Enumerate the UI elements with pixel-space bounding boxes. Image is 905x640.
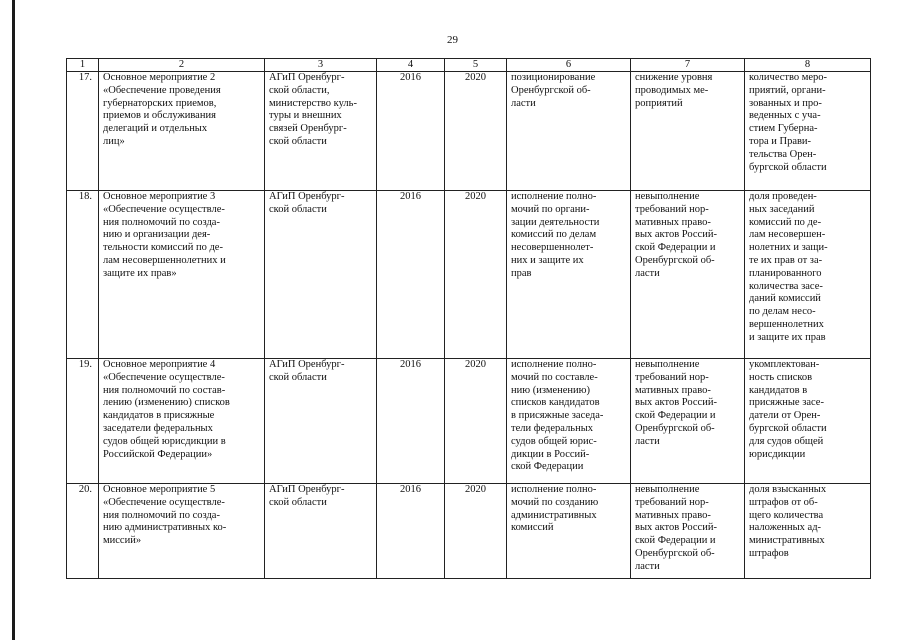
table-row [67,191,871,359]
expected-result-cell: исполнение полно- мочий по составле- нию (изменению) списков кандидатов в присяжные заседа- тели федеральных судов общей юрис- дикции в Россий- ской Федерации [507,359,631,484]
start-year-cell: 2016 [377,359,445,484]
row-number-cell: 19. [67,359,99,484]
expected-result-cell: исполнение полно- мочий по органи- зации деятельности комиссий по делам несовершеннолет- них и защите их прав [507,191,631,359]
column-header: 6 [507,59,631,72]
scan-edge-bar [12,0,15,640]
indicator-cell: количество меро- приятий, органи- зованных и про- веденных с уча- стием Губерна- тора и Прави- тельства Орен- бургской области [745,72,871,191]
end-year-cell: 2020 [445,359,507,484]
expected-result-cell: исполнение полно- мочий по созданию административных комиссий [507,484,631,579]
table-row [67,359,871,484]
consequence-cell: снижение уровня проводимых ме- роприятий [631,72,745,191]
table-header-row [67,59,871,72]
event-name-cell: Основное мероприятие 5 «Обеспечение осуществле- ния полномочий по созда- нию административных ко- миссий» [99,484,265,579]
indicator-cell: доля проведен- ных заседаний комиссий по де- лам несовершен- нолетних и защи- те их прав от за- планированного количества засе- даний комиссий по делам несо- вершеннолетних и защите их прав [745,191,871,359]
page-number: 29 [447,34,458,46]
consequence-cell: невыполнение требований нор- мативных право- вых актов Россий- ской Федерации и Оренбургской об- ласти [631,359,745,484]
indicator-cell: доля взысканных штрафов от об- щего количества наложенных ад- министративных штрафов [745,484,871,579]
table-row [67,484,871,579]
indicator-cell: укомплектован- ность списков кандидатов в присяжные засе- датели от Орен- бургской области для судов общей юрисдикции [745,359,871,484]
end-year-cell: 2020 [445,72,507,191]
executor-cell: АГиП Оренбург- ской области [265,484,377,579]
executor-cell: АГиП Оренбург- ской области [265,191,377,359]
column-header: 3 [265,59,377,72]
end-year-cell: 2020 [445,484,507,579]
event-name-cell: Основное мероприятие 3 «Обеспечение осуществле- ния полномочий по созда- нию и организации дея- тельности комиссий по де- лам несовершеннолетних и защите их прав» [99,191,265,359]
start-year-cell: 2016 [377,72,445,191]
event-name-cell: Основное мероприятие 2 «Обеспечение проведения губернаторских приемов, приемов и обслуживания делегаций и отдельных лиц» [99,72,265,191]
column-header: 1 [67,59,99,72]
row-number-cell: 18. [67,191,99,359]
end-year-cell: 2020 [445,191,507,359]
start-year-cell: 2016 [377,191,445,359]
consequence-cell: невыполнение требований нор- мативных право- вых актов Россий- ской Федерации и Оренбургской об- ласти [631,191,745,359]
column-header: 5 [445,59,507,72]
start-year-cell: 2016 [377,484,445,579]
event-name-cell: Основное мероприятие 4 «Обеспечение осуществле- ния полномочий по состав- лению (изменению) списков кандидатов в присяжные заседатели федеральных судов общей юрисдикции в Российской Федерации» [99,359,265,484]
row-number-cell: 20. [67,484,99,579]
column-header: 7 [631,59,745,72]
table-row [67,72,871,191]
column-header: 8 [745,59,871,72]
row-number-cell: 17. [67,72,99,191]
measures-table [66,58,871,579]
column-header: 2 [99,59,265,72]
expected-result-cell: позиционирование Оренбургской об- ласти [507,72,631,191]
consequence-cell: невыполнение требований нор- мативных право- вых актов Россий- ской Федерации и Оренбургской об- ласти [631,484,745,579]
executor-cell: АГиП Оренбург- ской области [265,359,377,484]
column-header: 4 [377,59,445,72]
executor-cell: АГиП Оренбург- ской области, министерство куль- туры и внешних связей Оренбург- ской области [265,72,377,191]
